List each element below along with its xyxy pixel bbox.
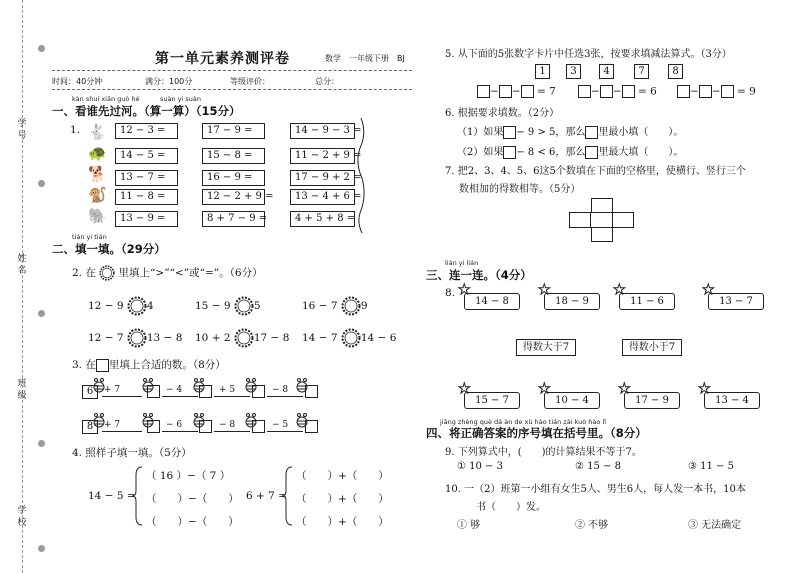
- section3-pinyin: lián yi lián: [445, 259, 479, 267]
- blank-square-icon[interactable]: [622, 85, 635, 98]
- left-expression: 14 − 5 =: [88, 490, 136, 502]
- binding-hole: [38, 180, 45, 187]
- header-divider: [52, 70, 412, 71]
- binding-hole: [38, 45, 45, 52]
- subtraction-blank: − − = 7: [477, 85, 556, 98]
- q2-prefix: 2. 在: [72, 267, 96, 279]
- q7-text: 7. 把2、3、4、5、6这5个数填在下面的空格里，使横行、竖行三个: [445, 166, 746, 177]
- grid-cell[interactable]: [591, 227, 613, 242]
- chain-start: 6: [82, 385, 98, 399]
- blank-square-icon[interactable]: [252, 420, 265, 433]
- cmp-left: 15 − 9: [195, 300, 231, 312]
- binding-line: [22, 0, 23, 573]
- q6a-part: （1）如果: [457, 127, 504, 138]
- q10-option[interactable]: ② 不够: [575, 520, 609, 531]
- decomp-row[interactable]: （ ）+（ ）: [296, 493, 389, 505]
- q6a-text: [457, 123, 683, 139]
- blank-square-icon[interactable]: [252, 385, 265, 398]
- right-brace: [282, 465, 294, 527]
- blank-square-icon[interactable]: [578, 85, 591, 98]
- chain-op: − 4: [166, 385, 183, 395]
- expr-card[interactable]: 10 − 4: [544, 392, 600, 409]
- decomp-row[interactable]: （ ）−（ ）: [146, 493, 239, 505]
- cmp-right: 4: [146, 300, 154, 312]
- decomp-row[interactable]: （ ）−（ ）: [146, 516, 239, 528]
- q9-option[interactable]: ① 10 − 3: [457, 461, 503, 472]
- q10-option[interactable]: ③ 无法确定: [688, 520, 742, 531]
- section4-title: 四、将正确答案的序号填在括号里。（8分）: [426, 426, 647, 440]
- blank-square-icon[interactable]: [521, 85, 534, 98]
- grade-label: 等级评价：: [230, 77, 270, 86]
- arrow-line: [267, 431, 303, 432]
- subtraction-blank: − − = 9: [677, 85, 756, 98]
- q4-text: 4. 照样子填一填。（5分）: [72, 447, 192, 459]
- blank-square-icon[interactable]: [199, 420, 212, 433]
- result-label: = 6: [637, 85, 657, 98]
- monkey-icon: 🐒: [88, 186, 107, 204]
- calc-cell: 14 − 9 − 3 =: [290, 123, 355, 139]
- category-card[interactable]: 得数小于7: [622, 339, 682, 356]
- blank-square-icon[interactable]: [503, 126, 516, 139]
- blank-square-icon[interactable]: [721, 85, 734, 98]
- blank-square-icon[interactable]: [477, 85, 490, 98]
- chain-op: + 7: [104, 385, 121, 395]
- compare-item: [302, 328, 396, 348]
- expr-card[interactable]: 17 − 9: [624, 392, 680, 409]
- star-icon: ★: [458, 282, 471, 298]
- expr-card[interactable]: 18 − 9: [544, 293, 600, 310]
- number-card: 4: [599, 64, 614, 79]
- cmp-left: 10 + 2: [195, 332, 231, 344]
- section2-pinyin: tián yi tián: [72, 233, 107, 241]
- star-icon: ★: [618, 381, 631, 397]
- chain-row: [86, 385, 332, 399]
- section1-pinyin: suàn yi suàn: [160, 95, 202, 103]
- number-card: 8: [668, 64, 683, 79]
- school-label: 学校: [17, 506, 27, 528]
- decomp-row[interactable]: （ 16 ）−（ 7 ）: [146, 470, 231, 482]
- blank-square-icon[interactable]: [499, 85, 512, 98]
- expr-card[interactable]: 13 − 7: [708, 293, 764, 310]
- dog-icon: 🐕: [88, 165, 107, 183]
- star-icon: ★: [698, 381, 711, 397]
- blank-square-icon[interactable]: [503, 146, 516, 159]
- flower-icon: [99, 265, 115, 281]
- binding-hole: [38, 310, 45, 317]
- question-number: 1.: [70, 124, 81, 136]
- arrow-line: [162, 396, 198, 397]
- q6b-part: − 8 < 6，那么: [516, 147, 586, 158]
- student-no-label: 学号: [17, 119, 27, 141]
- cmp-right: 14 − 6: [360, 332, 397, 344]
- name-label: 姓名: [17, 254, 27, 276]
- q6a-part: 里最小填（ ）。: [598, 127, 684, 138]
- blank-square-icon[interactable]: [305, 385, 318, 398]
- cross-grid: [569, 198, 635, 242]
- blank-square-icon: [585, 126, 598, 139]
- arrow-line: [102, 396, 142, 397]
- blank-square-icon: [96, 359, 109, 372]
- flower-icon[interactable]: [234, 328, 254, 348]
- result-label: = 9: [736, 85, 756, 98]
- river-bank: [355, 118, 369, 233]
- q9-option[interactable]: ② 15 − 8: [575, 461, 621, 472]
- flower-icon[interactable]: [127, 328, 147, 348]
- section4-pinyin: jiāng zhèng què dá àn de xù hào tián zài kuò hào lǐ: [440, 418, 607, 426]
- calc-cell: 11 − 8 =: [115, 189, 178, 205]
- compare-item: [88, 296, 154, 316]
- arrow-line: [102, 431, 142, 432]
- decomp-row[interactable]: （ ）+（ ）: [296, 470, 389, 482]
- expr-card[interactable]: 15 − 7: [464, 392, 520, 409]
- q7-text-2: 数相加的得数相等。（5分）: [459, 184, 581, 195]
- blank-square-icon[interactable]: [699, 85, 712, 98]
- animals-column: [88, 122, 107, 227]
- q3-text: [72, 357, 226, 372]
- arrow-line: [214, 396, 250, 397]
- q6a-part: − 9 > 5，那么: [516, 127, 586, 138]
- calc-cell: 17 − 9 =: [202, 123, 265, 139]
- right-expression: 6 + 7 =: [246, 490, 287, 502]
- q5-text: 5. 从下面的5张数字卡片中任选3张，按要求填减法算式。（3分）: [445, 49, 732, 60]
- animal-icons: [88, 122, 107, 227]
- cmp-left: 12 − 9: [88, 300, 124, 312]
- blank-square-icon[interactable]: [199, 385, 212, 398]
- calc-cell: 15 − 8 =: [202, 148, 265, 164]
- time-label: 时间：40分钟: [52, 77, 103, 86]
- q2-suffix: 里填上“>”“<”或“=”。（6分）: [118, 267, 263, 279]
- chain-op: − 8: [272, 385, 289, 395]
- calc-cell: 11 − 2 + 9 =: [290, 148, 355, 164]
- calc-cell: 13 − 7 =: [115, 170, 178, 186]
- chain-op: + 5: [219, 385, 236, 395]
- cmp-left: 16 − 7: [302, 300, 338, 312]
- calc-cell: 4 + 5 + 8 =: [290, 211, 355, 227]
- q6b-part: （2）如果: [457, 147, 504, 158]
- chain-op: − 8: [219, 420, 236, 430]
- binding-hole: [38, 440, 45, 447]
- blank-square-icon[interactable]: [600, 85, 613, 98]
- arrow-line: [267, 396, 303, 397]
- star-icon: ★: [702, 282, 715, 298]
- star-icon: ★: [538, 282, 551, 298]
- calc-cell: 14 − 5 =: [115, 148, 178, 164]
- q3-prefix: 3. 在: [72, 359, 96, 371]
- calc-cell: 13 − 4 + 6 =: [290, 189, 355, 205]
- blank-square-icon[interactable]: [305, 420, 318, 433]
- flower-icon[interactable]: [341, 296, 361, 316]
- cmp-right: 5: [253, 300, 261, 312]
- star-icon: ★: [613, 282, 626, 298]
- section1-title: 一、看谁先过河。（算一算）（15分）: [52, 104, 241, 118]
- cmp-right: 13 − 8: [146, 332, 183, 344]
- blank-square-icon[interactable]: [147, 420, 160, 433]
- chain-op: − 5: [272, 420, 289, 430]
- star-icon: ★: [538, 381, 551, 397]
- class-label: 班级: [17, 379, 27, 401]
- section2-title: 二、填一填。（29分）: [52, 242, 166, 256]
- grid-cell[interactable]: [612, 212, 634, 228]
- flower-icon[interactable]: [127, 296, 147, 316]
- compare-item: [302, 296, 368, 316]
- section3-title: 三、连一连。（4分）: [426, 268, 532, 282]
- blank-square-icon: [585, 146, 598, 159]
- q9-text: 9. 下列算式中，( )的计算结果不等于7。: [445, 447, 642, 458]
- total-label: 总分：: [315, 77, 339, 86]
- grid-cell[interactable]: [569, 212, 591, 228]
- flower-icon[interactable]: [234, 296, 254, 316]
- q8-number: 8.: [445, 287, 456, 299]
- q6b-part: 里最大填（ ）。: [598, 147, 684, 158]
- number-card: 3: [566, 64, 581, 79]
- cmp-left: 14 − 7: [302, 332, 338, 344]
- calc-cell: 13 − 9 =: [115, 211, 178, 227]
- subject-label: 数学 一年级下册 BJ: [325, 54, 405, 63]
- expr-card[interactable]: 14 − 8: [464, 293, 520, 310]
- blank-square-icon[interactable]: [677, 85, 690, 98]
- rabbit-icon: 🐇: [88, 123, 107, 141]
- arrow-line: [162, 431, 198, 432]
- chain-row: [86, 420, 332, 434]
- turtle-icon: 🐢: [88, 144, 107, 162]
- elephant-icon: 🐘: [88, 207, 107, 225]
- grid-cell[interactable]: [591, 198, 613, 213]
- q6-text: 6. 根据要求填数。（2分）: [445, 108, 560, 119]
- calc-cell: 12 − 3 =: [115, 123, 178, 139]
- star-icon: ★: [458, 381, 471, 397]
- compare-item: [195, 296, 261, 316]
- compare-item: [195, 328, 289, 348]
- flower-icon[interactable]: [341, 328, 361, 348]
- binding-margin: [0, 0, 50, 573]
- subtraction-blank: − − = 6: [578, 85, 657, 98]
- expr-card[interactable]: 11 − 6: [619, 293, 675, 310]
- result-label: = 7: [536, 85, 556, 98]
- decomp-row[interactable]: （ ）+（ ）: [296, 516, 389, 528]
- cmp-right: 17 − 8: [253, 332, 290, 344]
- arrow-line: [214, 431, 250, 432]
- grid-cell[interactable]: [590, 212, 613, 228]
- full-score-label: 满分：100分: [145, 77, 193, 86]
- header-divider: [52, 89, 412, 90]
- q10-text-2: 书（ ）发。: [476, 502, 546, 513]
- expr-card[interactable]: 13 − 4: [704, 392, 760, 409]
- chain-start: 8: [82, 420, 98, 434]
- left-brace: [132, 465, 144, 527]
- q3-suffix: 里填上合适的数。（8分）: [108, 359, 226, 371]
- compare-item: [88, 328, 182, 348]
- q10-text: 10. 一（2）班第一小组有女生5人、男生6人，每人发一本书，10本: [445, 484, 746, 495]
- calc-cell: 16 − 9 =: [202, 170, 265, 186]
- chain-op: + 7: [104, 420, 121, 430]
- calc-cell: 17 − 9 + 2 =: [290, 170, 355, 186]
- cmp-right: 9: [360, 300, 368, 312]
- blank-square-icon[interactable]: [147, 385, 160, 398]
- calc-cell: 8 + 7 − 9 =: [202, 211, 265, 227]
- chain-op: − 6: [166, 420, 183, 430]
- q9-option[interactable]: ③ 11 − 5: [688, 461, 734, 472]
- page-title: 第一单元素养测评卷: [155, 51, 290, 67]
- q10-option[interactable]: ① 够: [457, 520, 481, 531]
- number-card: 1: [535, 64, 550, 79]
- category-card[interactable]: 得数大于7: [516, 339, 576, 356]
- binding-hole: [38, 545, 45, 552]
- number-card: 7: [634, 64, 649, 79]
- calc-cell: 12 − 2 + 9 =: [202, 189, 265, 205]
- q2-text: [72, 265, 263, 281]
- section1-pinyin: kàn shuí xiān guò hé: [72, 95, 140, 103]
- q6b-text: [457, 143, 683, 159]
- cmp-left: 12 − 7: [88, 332, 124, 344]
